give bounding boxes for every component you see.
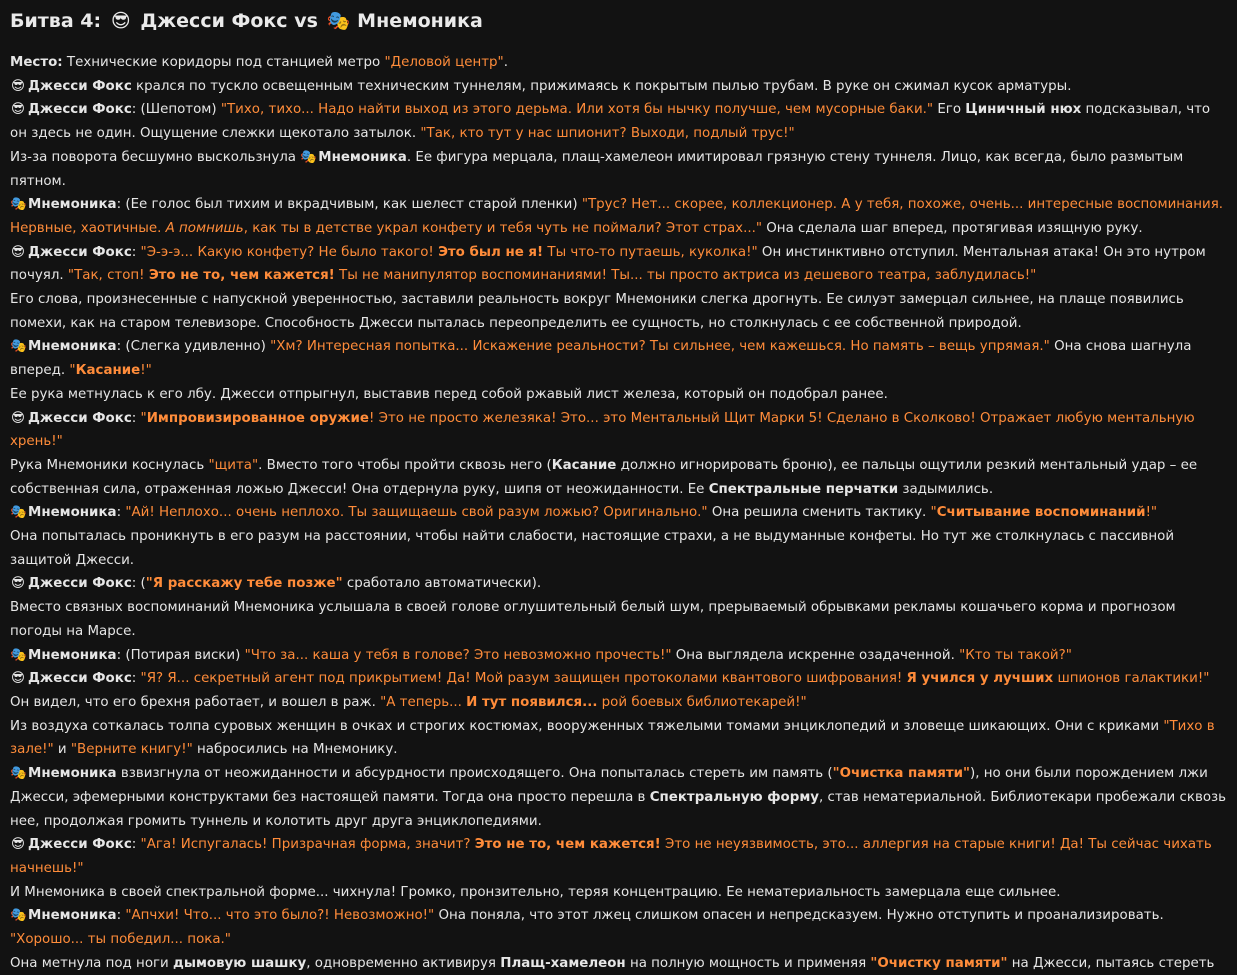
title-fighter2: Мнемоника — [357, 10, 483, 32]
narration-text: Его слова, произнесенные с напускной уверенностью, заставили реальность вокруг Мнемоники слегка дрогнуть. Ее силуэт замерцал сильнее, на плаще появились помехи, как на старом телевизоре. Способность Джесси пыталась переопределить ее сущность, но столкнулась с ее собственной природой. — [10, 292, 1184, 331]
narration-text: И Мнемоника в своей спектральной форме... чихнула! Громко, пронзительно, теряя концентрацию. Ее нематериальность замерцала еще сильнее. — [10, 884, 1061, 900]
bold-text: Джесси Фокс — [28, 410, 132, 426]
bold-text: Мнемоника — [28, 766, 117, 782]
dialogue-text: Это не неуязвимость, это... аллергия на старые книги! Да! Ты сейчас чихать начнешь!" — [10, 837, 1212, 876]
story-paragraph — [10, 75, 1227, 99]
dialogue-text: рой боевых библиотекарей!" — [597, 694, 807, 710]
theater-masks-icon: 🎭 — [300, 149, 317, 165]
dialogue-bold-text: Это был не я! — [438, 244, 544, 260]
narration-text: Технические коридоры под станцией метро — [62, 55, 385, 70]
sunglasses-face-icon: 😎 — [11, 410, 25, 426]
bold-text: Циничный нюх — [965, 102, 1082, 118]
dialogue-bold-text: Считывание воспоминаний — [936, 505, 1146, 521]
story-paragraph — [10, 288, 1227, 335]
story-paragraph — [10, 904, 1227, 951]
sunglasses-face-icon: 😎 — [11, 244, 25, 260]
story-paragraph — [10, 762, 1227, 833]
narration-text: и — [53, 742, 71, 758]
story-paragraph — [10, 596, 1227, 643]
narration-text: крался по тускло освещенным техническим туннелям, прижимаясь к покрытым пылью трубам. В руке он сжимал кусок арматуры. — [131, 78, 1072, 94]
narration-text: Она снова шагнула вперед. — [10, 339, 1192, 379]
dialogue-text: ! Это не просто железяка! Это... это Ментальный Щит Марки 5! Сделано в Сколково! Отражает любую ментальную хрень!" — [10, 410, 1195, 450]
sunglasses-face-icon: 😎 — [11, 837, 25, 853]
narration-text: Она решила сменить тактику. — [707, 505, 931, 521]
theater-masks-icon: 🎭 — [10, 908, 27, 924]
bold-text: Мнемоника — [28, 908, 117, 924]
narration-text: : (Потирая виски) — [116, 647, 245, 663]
narration-text: ), но они были порождением лжи Джесси, эфемерными конструктами без настоящей памяти. Тогда она просто перешла в — [10, 766, 1208, 805]
dialogue-bold-text: "Я расскажу тебе позже" — [145, 576, 343, 592]
narration-text: Вместо связных воспоминаний Мнемоника услышала в своей голове оглушительный белый шум, прерываемый обрывками рекламы кошачьего корма и прогнозом погоды на Марсе. — [10, 600, 1176, 639]
narration-text: : — [116, 908, 126, 924]
story-paragraph — [10, 193, 1227, 240]
dialogue-bold-text: "Очистку памяти" — [870, 955, 1008, 971]
narration-text: на полную мощность и применяя — [625, 955, 871, 971]
theater-masks-icon: 🎭 — [10, 766, 27, 782]
dialogue-text: " — [140, 410, 147, 426]
dialogue-bold-text: Это не то, чем кажется! — [474, 837, 661, 853]
story-paragraph — [10, 146, 1227, 193]
story-paragraph — [10, 644, 1227, 668]
story-paragraph — [10, 335, 1227, 382]
narration-text: : — [131, 671, 141, 687]
narration-text: . Ее фигура мерцала, плащ-хамелеон имитировал грязную стену туннеля. Лицо, как всегда, было размытым пятном. — [10, 149, 1184, 189]
narration-text: должно игнорировать броню), ее пальцы ощутили резкий ментальный удар – ее собственная сила, отраженная ложью Джесси! Она отдернула руку, шипя от неожиданности. Ее — [10, 457, 1198, 497]
narration-text: Его — [933, 102, 966, 118]
bold-text: Плащ-хамелеон — [500, 955, 626, 971]
narration-text: Она попыталась проникнуть в его разум на расстоянии, чтобы найти слабости, настоящие страхи, а не выдуманные конфеты. Но тут же столкнулась с пассивной защитой Джесси. — [10, 529, 1175, 568]
dialogue-text: "Трус? Нет... скорее, коллекционер. А у тебя, похоже, очень... интересные воспоминания. Нервные, хаотичные. — [10, 197, 1224, 236]
story-paragraph — [10, 501, 1227, 525]
sunglasses-face-icon: 😎 — [110, 10, 131, 32]
dialogue-italic-text: А помнишь — [165, 220, 244, 236]
dialogue-text: , как ты в детстве украл конфету и тебя чуть не поймали? Этот страх..." — [243, 220, 763, 236]
narration-text: : (Шепотом) — [131, 102, 221, 118]
dialogue-text: "Тихо, тихо... Надо найти выход из этого дерьма. Или хотя бы нычку получше, чем мусорные баки." — [220, 102, 934, 118]
bold-text: Мнемоника — [28, 339, 117, 355]
bold-text: Место: — [10, 55, 63, 70]
bold-text: Джесси Фокс — [28, 244, 132, 260]
dialogue-bold-text: Импровизированное оружие — [146, 410, 369, 426]
dialogue-text: шпионов галактики!" — [1053, 671, 1210, 687]
theater-masks-icon: 🎭 — [10, 197, 27, 213]
narration-text: : ( — [131, 576, 146, 592]
story-paragraph — [10, 51, 1227, 75]
narration-text: Он видел, что его брехня работает, и вошел в раж. — [10, 694, 381, 710]
story-paragraph — [10, 454, 1227, 501]
title-vs: vs — [294, 10, 318, 32]
dialogue-text: "Деловой центр" — [384, 55, 504, 70]
narration-text: : — [131, 410, 141, 426]
page-title — [10, 3, 1227, 37]
narration-text: : — [131, 837, 141, 853]
dialogue-text: "щита" — [208, 457, 259, 473]
dialogue-bold-text: Это не то, чем кажется! — [148, 268, 335, 284]
dialogue-text: "Ай! Неплохо... очень неплохо. Ты защищаешь свой разум ложью? Оригинально." — [125, 505, 708, 521]
dialogue-text: "Верните книгу!" — [70, 742, 193, 758]
dialogue-text: "Кто ты такой?" — [959, 647, 1072, 663]
narration-text: сработало автоматически). — [342, 576, 542, 592]
narration-text: . Вместо того чтобы пройти сквозь него ( — [258, 457, 552, 473]
dialogue-text: "Так, стоп! — [67, 268, 149, 284]
story-body — [10, 51, 1227, 975]
dialogue-text: Ты что-то путаешь, куколка!" — [543, 244, 758, 260]
narration-text: задымились. — [898, 481, 994, 497]
story-paragraph — [10, 881, 1227, 905]
narration-text: Рука Мнемоники коснулась — [10, 457, 209, 473]
narration-text: : (Слегка удивленно) — [116, 339, 271, 355]
story-paragraph — [10, 241, 1227, 288]
dialogue-text: !" — [140, 363, 152, 379]
dialogue-text: "Я? Я... секретный агент под прикрытием! Да! Мой разум защищен протоколами квантового шифрования! — [140, 671, 907, 687]
dialogue-text: "Хорошо... ты победил... пока." — [10, 932, 231, 948]
bold-text: Спектральную форму — [649, 789, 819, 805]
dialogue-text: "А теперь... — [380, 694, 467, 710]
narration-text: : (Ее голос был тихим и вкрадчивым, как шелест старой пленки) — [116, 197, 582, 213]
narration-text: , одновременно активируя — [306, 955, 501, 971]
story-paragraph — [10, 833, 1227, 880]
bold-text: Мнемоника — [28, 647, 117, 663]
story-paragraph — [10, 525, 1227, 572]
narration-text: Она метнула под ноги — [10, 955, 174, 971]
theater-masks-icon: 🎭 — [10, 647, 27, 663]
narration-text: Она поняла, что этот лжец слишком опасен и непредсказуем. Нужно отступить и проанализировать. — [434, 908, 1164, 924]
dialogue-text: "Тихо в зале!" — [10, 718, 1215, 758]
narration-text: Она выглядела искренне озадаченной. — [671, 647, 960, 663]
dialogue-text: "Ага! Испугалась! Призрачная форма, значит? — [140, 837, 475, 853]
dialogue-text: "Так, кто тут у нас шпионит? Выходи, подлый трус!" — [420, 126, 795, 142]
bold-text: Джесси Фокс — [28, 78, 132, 94]
narration-text: Из-за поворота бесшумно выскользнула — [10, 149, 301, 165]
bold-text: Джесси Фокс — [28, 837, 132, 853]
dialogue-bold-text: Касание — [75, 363, 141, 379]
theater-masks-icon: 🎭 — [10, 505, 27, 521]
title-fighter1: Джесси Фокс — [140, 10, 288, 32]
dialogue-bold-text: "Очистка памяти" — [832, 766, 970, 782]
bold-text: Мнемоника — [318, 149, 407, 165]
bold-text: Джесси Фокс — [28, 671, 132, 687]
narration-text: . — [503, 55, 508, 70]
bold-text: Спектральные перчатки — [708, 481, 899, 497]
narration-text: Ее рука метнулась к его лбу. Джесси отпрыгнул, выставив перед собой ржавый лист железа, который он подобрал ранее. — [10, 386, 888, 402]
dialogue-text: " — [930, 505, 937, 521]
narration-text: набросились на Мнемонику. — [192, 742, 398, 758]
sunglasses-face-icon: 😎 — [11, 576, 25, 592]
sunglasses-face-icon: 😎 — [11, 78, 25, 94]
dialogue-bold-text: И тут появился... — [466, 694, 598, 710]
bold-text: Джесси Фокс — [28, 576, 132, 592]
narration-text: на Джесси, пытаясь стереть — [1007, 955, 1215, 971]
bold-text: Касание — [551, 457, 617, 473]
story-paragraph — [10, 98, 1227, 145]
bold-text: Мнемоника — [28, 197, 117, 213]
story-paragraph — [10, 667, 1227, 714]
dialogue-bold-text: Я учился у лучших — [906, 671, 1054, 687]
dialogue-text: "Что за... каша у тебя в голове? Это невозможно прочесть!" — [244, 647, 672, 663]
narration-text: Из воздуха соткалась толпа суровых женщин в очках и строгих костюмах, вооруженных тяжелыми томами энциклопедий и зловеще шикающих. Они с криками — [10, 718, 1164, 734]
theater-masks-icon: 🎭 — [10, 339, 27, 355]
story-paragraph — [10, 715, 1227, 762]
story-paragraph — [10, 572, 1227, 596]
bold-text: Мнемоника — [28, 505, 117, 521]
dialogue-text: "Хм? Интересная попытка... Искажение реальности? Ты сильнее, чем кажешься. Но память – вещь упрямая." — [270, 339, 1050, 355]
narration-text: : — [131, 244, 141, 260]
bold-text: дымовую шашку — [173, 955, 307, 971]
sunglasses-face-icon: 😎 — [11, 102, 25, 118]
narration-text: , став нематериальной. Библиотекари пробежали сквозь нее, продолжая громить туннель и колотить друг друга энциклопедиями. — [10, 789, 1227, 829]
title-prefix: Битва 4: — [10, 10, 102, 32]
dialogue-text: "Э-э-э... Какую конфету? Не было такого! — [140, 244, 439, 260]
story-paragraph — [10, 407, 1227, 454]
narration-text: Она сделала шаг вперед, протягивая изящную руку. — [762, 220, 1143, 236]
dialogue-text: Ты не манипулятор воспоминаниями! Ты... ты просто актриса из дешевого театра, заблудилась!" — [334, 268, 1037, 284]
narration-text: : — [116, 505, 126, 521]
narration-text: Он инстинктивно отступил. Ментальная атака! Он это нутром почуял. — [10, 244, 1206, 284]
dialogue-text: !" — [1145, 505, 1158, 521]
theater-masks-icon: 🎭 — [326, 10, 351, 32]
sunglasses-face-icon: 😎 — [11, 671, 25, 687]
dialogue-text: "Апчхи! Что... что это было?! Невозможно!" — [125, 908, 435, 924]
bold-text: Джесси Фокс — [28, 102, 132, 118]
story-paragraph — [10, 952, 1227, 975]
narration-text: подсказывал, что он здесь не один. Ощущение слежки щекотало затылок. — [10, 102, 1211, 142]
dialogue-text: " — [69, 363, 76, 379]
narration-text: взвизгнула от неожиданности и абсурдности происходящего. Она попыталась стереть им память ( — [116, 766, 833, 782]
story-paragraph — [10, 383, 1227, 407]
